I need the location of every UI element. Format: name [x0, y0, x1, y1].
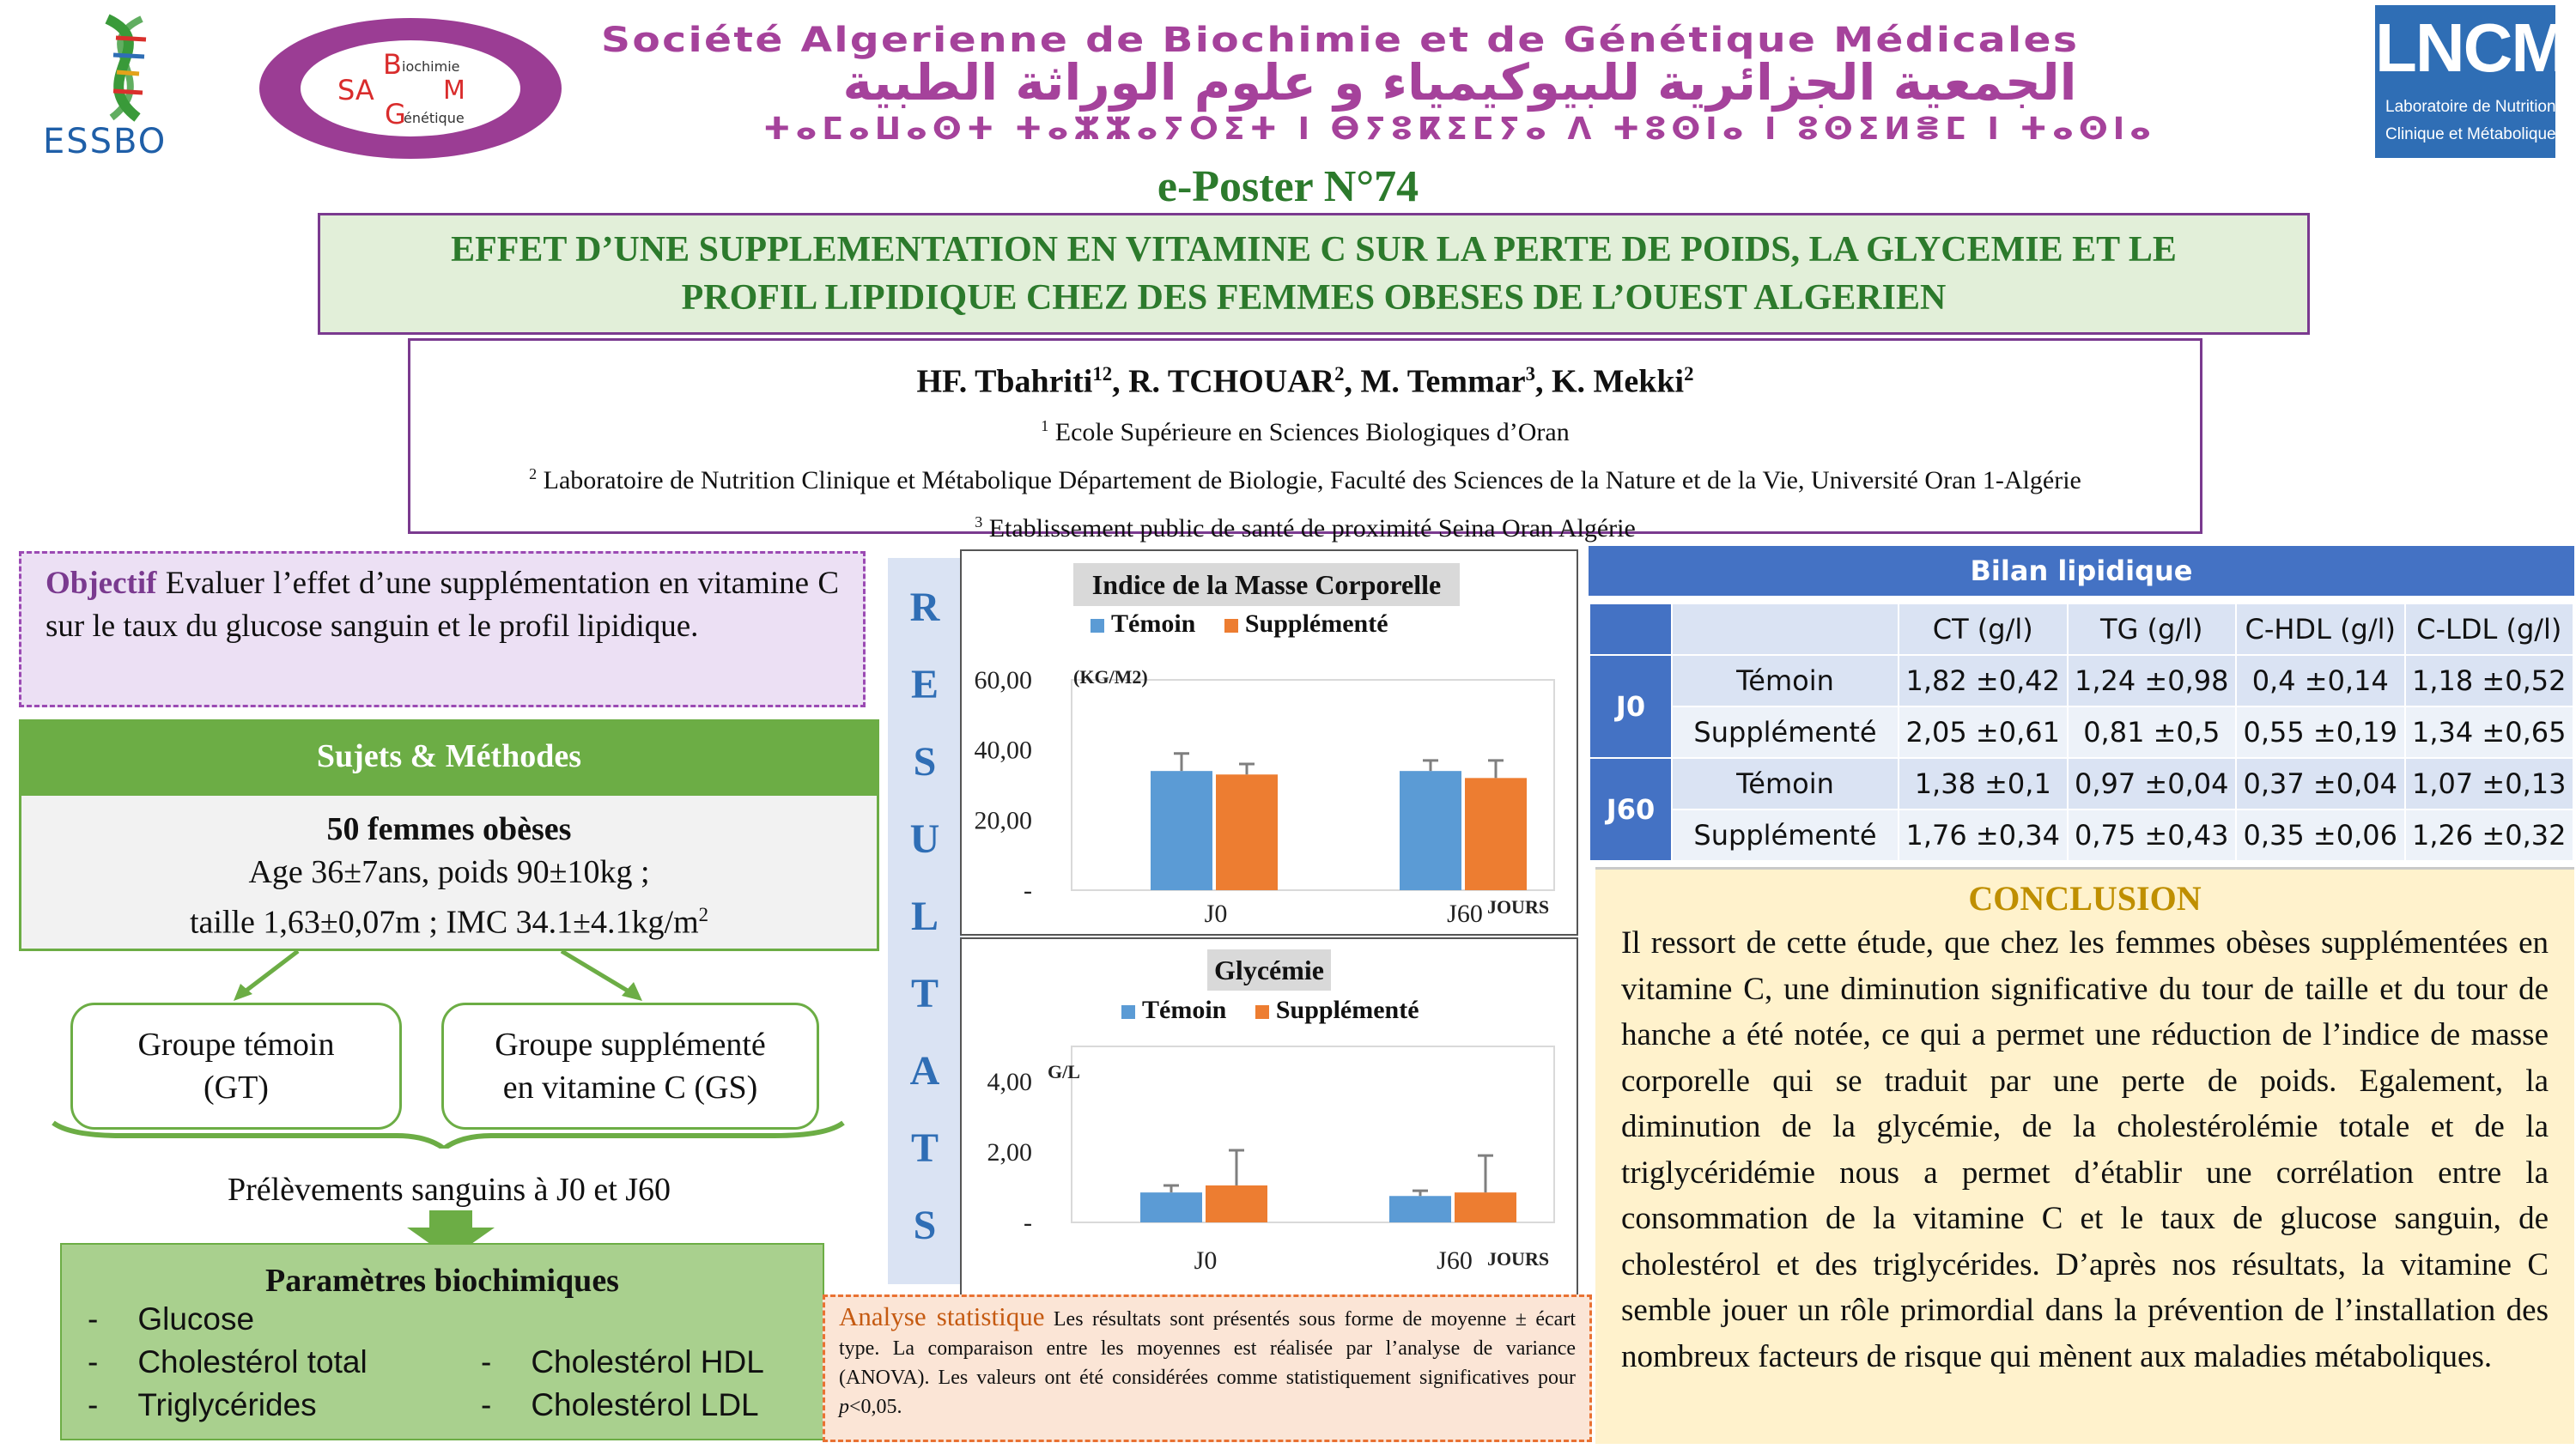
lipid-table-header-row: [1589, 603, 2573, 655]
table-header-blank: [1672, 603, 1899, 655]
table-cell: 1,24 ±0,98: [2068, 655, 2237, 706]
subjects-count: 50 femmes obèses: [326, 811, 572, 847]
bar: [1400, 771, 1461, 890]
param-cholesterol-ldl-text: Cholestérol LDL: [531, 1387, 759, 1422]
sabgm-letter-g: G: [385, 98, 406, 130]
table-cell: 1,34 ±0,65: [2405, 706, 2574, 758]
table-row-name: Témoin: [1672, 758, 1899, 809]
subjects-box: [19, 793, 879, 951]
society-name-tifinagh: ⵜⴰⵎⴰⵡⴰⵙⵜ ⵜⴰⵣⵣⴰⵢⵔⵉⵜ ⵏ ⴱⵢⵓⴽⵉⵎⵢⴰ ⴷ ⵜⵓⵙⵏⴰ ⵏ ⵓⵙⵉⵍⴻⵎ ⵏ ⵜⴰⵙⵏⴰ: [762, 112, 2157, 147]
legend-label-supp: Supplémenté: [1244, 609, 1388, 638]
authors-box: [408, 338, 2202, 543]
x-tick-label: J60: [1437, 1246, 1473, 1275]
x-tick-label: J0: [1194, 1246, 1218, 1275]
glycemia-chart: [960, 937, 1578, 1296]
y-tick-label: 4,00: [987, 1068, 1032, 1096]
sabgm-letters-sa: SA: [337, 74, 374, 106]
table-row-name: Témoin: [1672, 655, 1899, 706]
legend-label-control-2: Témoin: [1142, 996, 1227, 1024]
group-control-line1: Groupe témoin: [137, 1027, 335, 1063]
y-tick-label: 40,00: [974, 736, 1032, 765]
poster-title: [318, 213, 2310, 335]
sabgm-logo: [256, 15, 565, 161]
society-name-ar: الجمعية الجزائرية للبيوكيمياء و علوم الوراثة الطبية: [842, 53, 2077, 112]
author-3: , M. Temmar: [1344, 363, 1526, 400]
param-cholesterol-total: [88, 1344, 368, 1380]
table-cell: 1,26 ±0,32: [2405, 809, 2574, 861]
table-cell: 0,97 ±0,04: [2068, 758, 2237, 809]
objective-label: Objectif: [46, 566, 157, 601]
results-vertical-bar: [888, 558, 962, 1284]
bmi-chart: [960, 549, 1578, 936]
conclusion-box: [1595, 867, 2574, 1444]
lncm-logo-sub2: Clinique et Métabolique: [2385, 125, 2556, 143]
author-1: HF. Tbahriti: [916, 363, 1093, 400]
methods-title: Sujets & Méthodes: [19, 719, 879, 793]
legend-label-control: Témoin: [1111, 609, 1196, 638]
param-cholesterol-ldl-dash: -: [481, 1387, 492, 1422]
essbo-logo-text: ESSBO: [43, 122, 167, 161]
bar: [1151, 771, 1212, 890]
group-supplemented-line2: en vitamine C (GS): [502, 1070, 758, 1106]
affiliation-2-text: Laboratoire de Nutrition Clinique et Métabolique Département de Biologie, Faculté des Sciences de la Nature et de la Vie, Université Oran 1-Algérie: [537, 465, 2081, 494]
table-group-j60: J60: [1589, 758, 1672, 861]
bar: [1389, 1196, 1451, 1222]
param-cholesterol-hdl-dash: -: [481, 1344, 492, 1379]
y-unit-label: G/L: [1048, 1061, 1080, 1082]
statistics-label: Analyse statistique: [839, 1301, 1045, 1331]
glycemia-chart-title: Glycémie: [1207, 949, 1331, 991]
group-supplemented-line1: Groupe supplémenté: [495, 1027, 766, 1063]
affiliation-3-text: Etablissement public de santé de proximité Seina Oran Algérie: [982, 513, 1636, 543]
table-header-ct: CT (g/l): [1899, 603, 2068, 655]
lipid-table: [1589, 603, 2574, 862]
arrow-right-line: [562, 951, 630, 992]
table-cell: 0,37 ±0,04: [2236, 758, 2405, 809]
affiliation-1-text: Ecole Supérieure en Sciences Biologiques d’Oran: [1048, 417, 1570, 446]
statistics-text: Les résultats sont présentés sous forme de moyenne ± écart type. La comparaison entre les moyennes est réalisée par l’analyse de variance (ANOVA). Les valeurs ont été considérées comme statistiquement significatives pour: [839, 1308, 1576, 1389]
poster-title-line1: EFFET D’UNE SUPPLEMENTATION EN VITAMINE C SUR LA PERTE DE POIDS, LA GLYCEMIE ET LE: [451, 230, 2177, 270]
objective-text: Evaluer l’effet d’une supplémentation en vitamine C sur le taux du glucose sanguin et le profil lipidique.: [46, 566, 839, 644]
bar: [1206, 1185, 1267, 1222]
table-cell: 1,07 ±0,13: [2405, 758, 2574, 809]
subjects-bmi-sup: 2: [698, 904, 709, 925]
table-cell: 0,35 ±0,06: [2236, 809, 2405, 861]
table-cell: 1,18 ±0,52: [2405, 655, 2574, 706]
y-tick-label: 60,00: [974, 666, 1032, 694]
affiliation-2-num: 2: [529, 464, 538, 482]
conclusion-text: Il ressort de cette étude, que chez les femmes obèses supplémentées en vitamine C, une diminution significative du tour de taille et du tour de hanche a été notée, ce qui a permet une réduction de l’indice de masse corporelle qui se traduit par une perte de poids. Egalement, la diminution de la glycémie, de la cholestérolémie totale et de la triglycéridémie nous a permet d’établir une corrélation entre la consommation de la vitamine C et le taux de glucose sanguin, de cholestérol et des triglycérides. D’après nos résultats, la vitamine C semble jouer un rôle primordial dans la prévention de l’installation des nombreux facteurs de risque qui mènent aux maladies métaboliques.: [1621, 925, 2549, 1374]
results-letter-t2: T: [910, 1125, 939, 1171]
table-row-name: Supplémenté: [1672, 809, 1899, 861]
objective-box: [19, 551, 866, 707]
x-axis-label: JOURS: [1486, 896, 1550, 918]
affiliation-1: [410, 405, 2200, 453]
param-cholesterol-total-dash: -: [88, 1344, 99, 1379]
arrow-left-line: [244, 951, 298, 992]
blood-sampling-text: Prélèvements sanguins à J0 et J60: [227, 1172, 671, 1208]
author-list: [410, 351, 2200, 405]
param-triglycerides: [88, 1387, 317, 1423]
results-letter-s2: S: [913, 1203, 937, 1248]
y-tick-label: -: [1024, 1209, 1032, 1237]
subjects-age-weight: Age 36±7ans, poids 90±10kg ;: [248, 854, 650, 890]
group-control-line2: (GT): [204, 1070, 269, 1106]
results-letter-s1: S: [913, 739, 937, 785]
sabgm-seal-icon: [256, 15, 565, 161]
results-letter-t1: T: [910, 971, 939, 1016]
statistics-text-end: <0,05.: [849, 1396, 902, 1418]
bmi-chart-title: Indice de la Masse Corporelle: [1073, 563, 1460, 606]
table-row: [1589, 758, 2573, 809]
x-axis-label: JOURS: [1486, 1248, 1550, 1270]
parameters-box: [60, 1243, 824, 1440]
subjects-height-bmi: [21, 894, 877, 944]
author-4-sup: 2: [1684, 363, 1694, 385]
param-triglycerides-dash: -: [88, 1387, 99, 1422]
subjects-height-bmi-text: taille 1,63±0,07m ; IMC 34.1±4.1kg/m: [189, 904, 699, 941]
table-header-hdl: C-HDL (g/l): [2236, 603, 2405, 655]
statistics-box: [823, 1294, 1592, 1442]
sabgm-letter-b: B: [383, 48, 402, 81]
table-cell: 0,75 ±0,43: [2068, 809, 2237, 861]
author-2: , R. TCHOUAR: [1112, 363, 1335, 400]
affiliation-3-num: 3: [975, 512, 983, 530]
legend-label-supp-2: Supplémenté: [1275, 996, 1419, 1024]
results-letter-u: U: [909, 816, 940, 862]
table-cell: 0,81 ±0,5: [2068, 706, 2237, 758]
table-cell: 1,82 ±0,42: [1899, 655, 2068, 706]
statistics-p: p: [839, 1396, 849, 1418]
affiliation-3: [410, 501, 2200, 549]
y-tick-label: -: [1024, 876, 1032, 905]
conclusion-title: CONCLUSION: [1968, 879, 2202, 918]
dna-helix-icon: [34, 10, 215, 130]
bar: [1140, 1192, 1202, 1222]
essbo-logo: [34, 10, 215, 161]
poster-title-line2: PROFIL LIPIDIQUE CHEZ DES FEMMES OBESES DE L’OUEST ALGERIEN: [681, 278, 1947, 318]
x-tick-label: J0: [1204, 900, 1228, 928]
y-unit-label: (KG/M2): [1073, 666, 1148, 688]
table-cell: 1,76 ±0,34: [1899, 809, 2068, 861]
param-cholesterol-hdl: [481, 1344, 764, 1380]
society-name-fr: Société Algerienne de Biochimie et de Génétique Médicales: [601, 21, 2080, 60]
eposter-number: e-Poster N°74: [1157, 162, 1419, 211]
table-header-tg: TG (g/l): [2068, 603, 2237, 655]
param-glucose-text: Glucose: [137, 1301, 255, 1337]
param-glucose-dash: -: [88, 1301, 99, 1337]
table-row: [1589, 655, 2573, 706]
y-tick-label: 2,00: [987, 1138, 1032, 1167]
results-letter-l: L: [910, 894, 939, 939]
group-control: [70, 1003, 402, 1130]
table-cell: 0,55 ±0,19: [2236, 706, 2405, 758]
sabgm-word-2: énétique: [404, 110, 465, 126]
author-2-sup: 2: [1334, 363, 1345, 385]
param-cholesterol-ldl: [481, 1387, 759, 1423]
table-header-ldl: C-LDL (g/l): [2405, 603, 2574, 655]
affiliation-2: [410, 453, 2200, 501]
group-supplemented: [441, 1003, 819, 1130]
lncm-logo: [2375, 5, 2567, 158]
author-3-sup: 3: [1525, 363, 1535, 385]
bmi-chart-plot: [962, 551, 1577, 934]
bar: [1216, 774, 1278, 890]
results-letter-r: R: [909, 585, 940, 630]
table-cell: 0,4 ±0,14: [2236, 655, 2405, 706]
param-cholesterol-total-text: Cholestérol total: [137, 1344, 368, 1379]
param-glucose: [88, 1301, 254, 1337]
table-row: [1589, 706, 2573, 758]
sabgm-word-1: iochimie: [402, 58, 460, 75]
author-1-sup: 12: [1092, 363, 1113, 385]
x-tick-label: J60: [1447, 900, 1483, 928]
y-tick-label: 20,00: [974, 806, 1032, 835]
affiliation-1-num: 1: [1041, 416, 1049, 434]
table-row: [1589, 809, 2573, 861]
bar: [1465, 778, 1527, 890]
param-triglycerides-text: Triglycérides: [137, 1387, 317, 1422]
sabgm-letter-m: M: [443, 76, 465, 106]
table-cell: 2,05 ±0,61: [1899, 706, 2068, 758]
table-group-j0: J0: [1589, 655, 1672, 758]
results-letter-e: E: [910, 662, 939, 707]
lncm-logo-text: LNCM: [2375, 9, 2567, 86]
bar: [1455, 1192, 1516, 1222]
lipid-table-title: Bilan lipidique: [1589, 546, 2574, 596]
table-row-name: Supplémenté: [1672, 706, 1899, 758]
table-cell: 1,38 ±0,1: [1899, 758, 2068, 809]
param-cholesterol-hdl-text: Cholestérol HDL: [531, 1344, 764, 1379]
lncm-logo-sub1: Laboratoire de Nutrition: [2385, 98, 2556, 116]
results-letter-a: A: [909, 1048, 940, 1094]
parameters-title: Paramètres biochimiques: [265, 1263, 619, 1299]
table-corner: [1589, 603, 1672, 655]
glycemia-chart-plot: [962, 939, 1577, 1294]
author-4: , K. Mekki: [1535, 363, 1685, 400]
